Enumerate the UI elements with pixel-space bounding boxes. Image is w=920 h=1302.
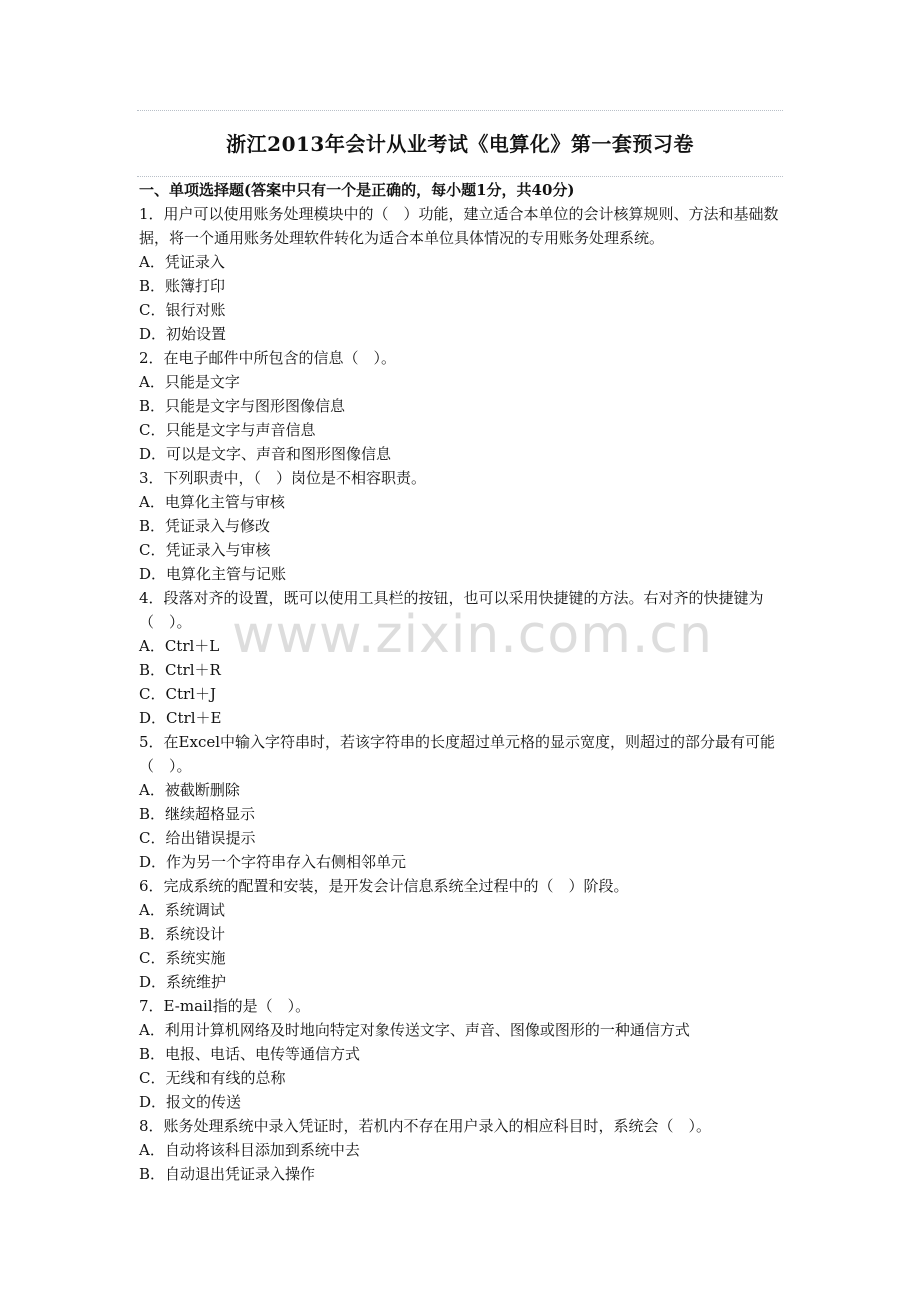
exam-content: [139, 178, 785, 1186]
answer-option: A．Ctrl＋L: [139, 637, 220, 655]
question-stem: 6．完成系统的配置和安装，是开发会计信息系统全过程中的（ ）阶段。: [139, 877, 629, 895]
answer-option: A．凭证录入: [139, 253, 225, 271]
answer-option: A．利用计算机网络及时地向特定对象传送文字、声音、图像或图形的一种通信方式: [139, 1021, 690, 1039]
answer-option: C．系统实施: [139, 949, 226, 967]
section-heading: 一、单项选择题(答案中只有一个是正确的，每小题1分，共40分): [139, 181, 575, 199]
answer-option: C．银行对账: [139, 301, 226, 319]
page-title: 浙江2013年会计从业考试《电算化》第一套预习卷: [226, 132, 694, 156]
answer-option: B．Ctrl＋R: [139, 661, 221, 679]
answer-option: D．初始设置: [139, 325, 227, 343]
answer-option: B．继续超格显示: [139, 805, 256, 823]
answer-option: B．账簿打印: [139, 277, 226, 295]
answer-option: D．电算化主管与记账: [139, 565, 287, 583]
answer-option: D．可以是文字、声音和图形图像信息: [139, 445, 392, 463]
header-divider-bottom: [137, 176, 783, 177]
answer-option: A．系统调试: [139, 901, 225, 919]
answer-option: A．自动将该科目添加到系统中去: [139, 1141, 360, 1159]
question-stem: 2．在电子邮件中所包含的信息（ ）。: [139, 349, 397, 367]
answer-option: D．报文的传送: [139, 1093, 242, 1111]
question-stem: 8．账务处理系统中录入凭证时，若机内不存在用户录入的相应科目时，系统会（ ）。: [139, 1117, 712, 1135]
answer-option: C．Ctrl＋J: [139, 685, 216, 703]
answer-option: D．Ctrl＋E: [139, 709, 222, 727]
watermark: www.zixin.com.cn: [232, 605, 713, 665]
question-stem: 7．E-mail指的是（ ）。: [139, 997, 311, 1015]
answer-option: A．电算化主管与审核: [139, 493, 285, 511]
answer-option: A．被截断删除: [139, 781, 240, 799]
answer-option: C．无线和有线的总称: [139, 1069, 286, 1087]
question-list: [139, 202, 785, 1186]
answer-option: B．系统设计: [139, 925, 226, 943]
answer-option: B．凭证录入与修改: [139, 517, 271, 535]
answer-option: B．只能是文字与图形图像信息: [139, 397, 346, 415]
answer-option: D．作为另一个字符串存入右侧相邻单元: [139, 853, 407, 871]
answer-option: D．系统维护: [139, 973, 227, 991]
answer-option: C．凭证录入与审核: [139, 541, 271, 559]
header-divider-top: [137, 110, 783, 111]
answer-option: C．只能是文字与声音信息: [139, 421, 316, 439]
question-stem: 5．在Excel中输入字符串时，若该字符串的长度超过单元格的显示宽度，则超过的部分最有可能（ ）。: [139, 733, 776, 775]
answer-option: B．自动退出凭证录入操作: [139, 1165, 316, 1183]
answer-option: B．电报、电话、电传等通信方式: [139, 1045, 361, 1063]
answer-option: A．只能是文字: [139, 373, 240, 391]
answer-option: C．给出错误提示: [139, 829, 256, 847]
question-stem: 3．下列职责中，（ ）岗位是不相容职责。: [139, 469, 427, 487]
question-stem: 4．段落对齐的设置，既可以使用工具栏的按钮，也可以采用快捷键的方法。右对齐的快捷键为（ ）。: [139, 589, 764, 631]
question-stem: 1．用户可以使用账务处理模块中的（ ）功能，建立适合本单位的会计核算规则、方法和基础数据，将一个通用账务处理软件转化为适合本单位具体情况的专用账务处理系统。: [139, 205, 779, 247]
